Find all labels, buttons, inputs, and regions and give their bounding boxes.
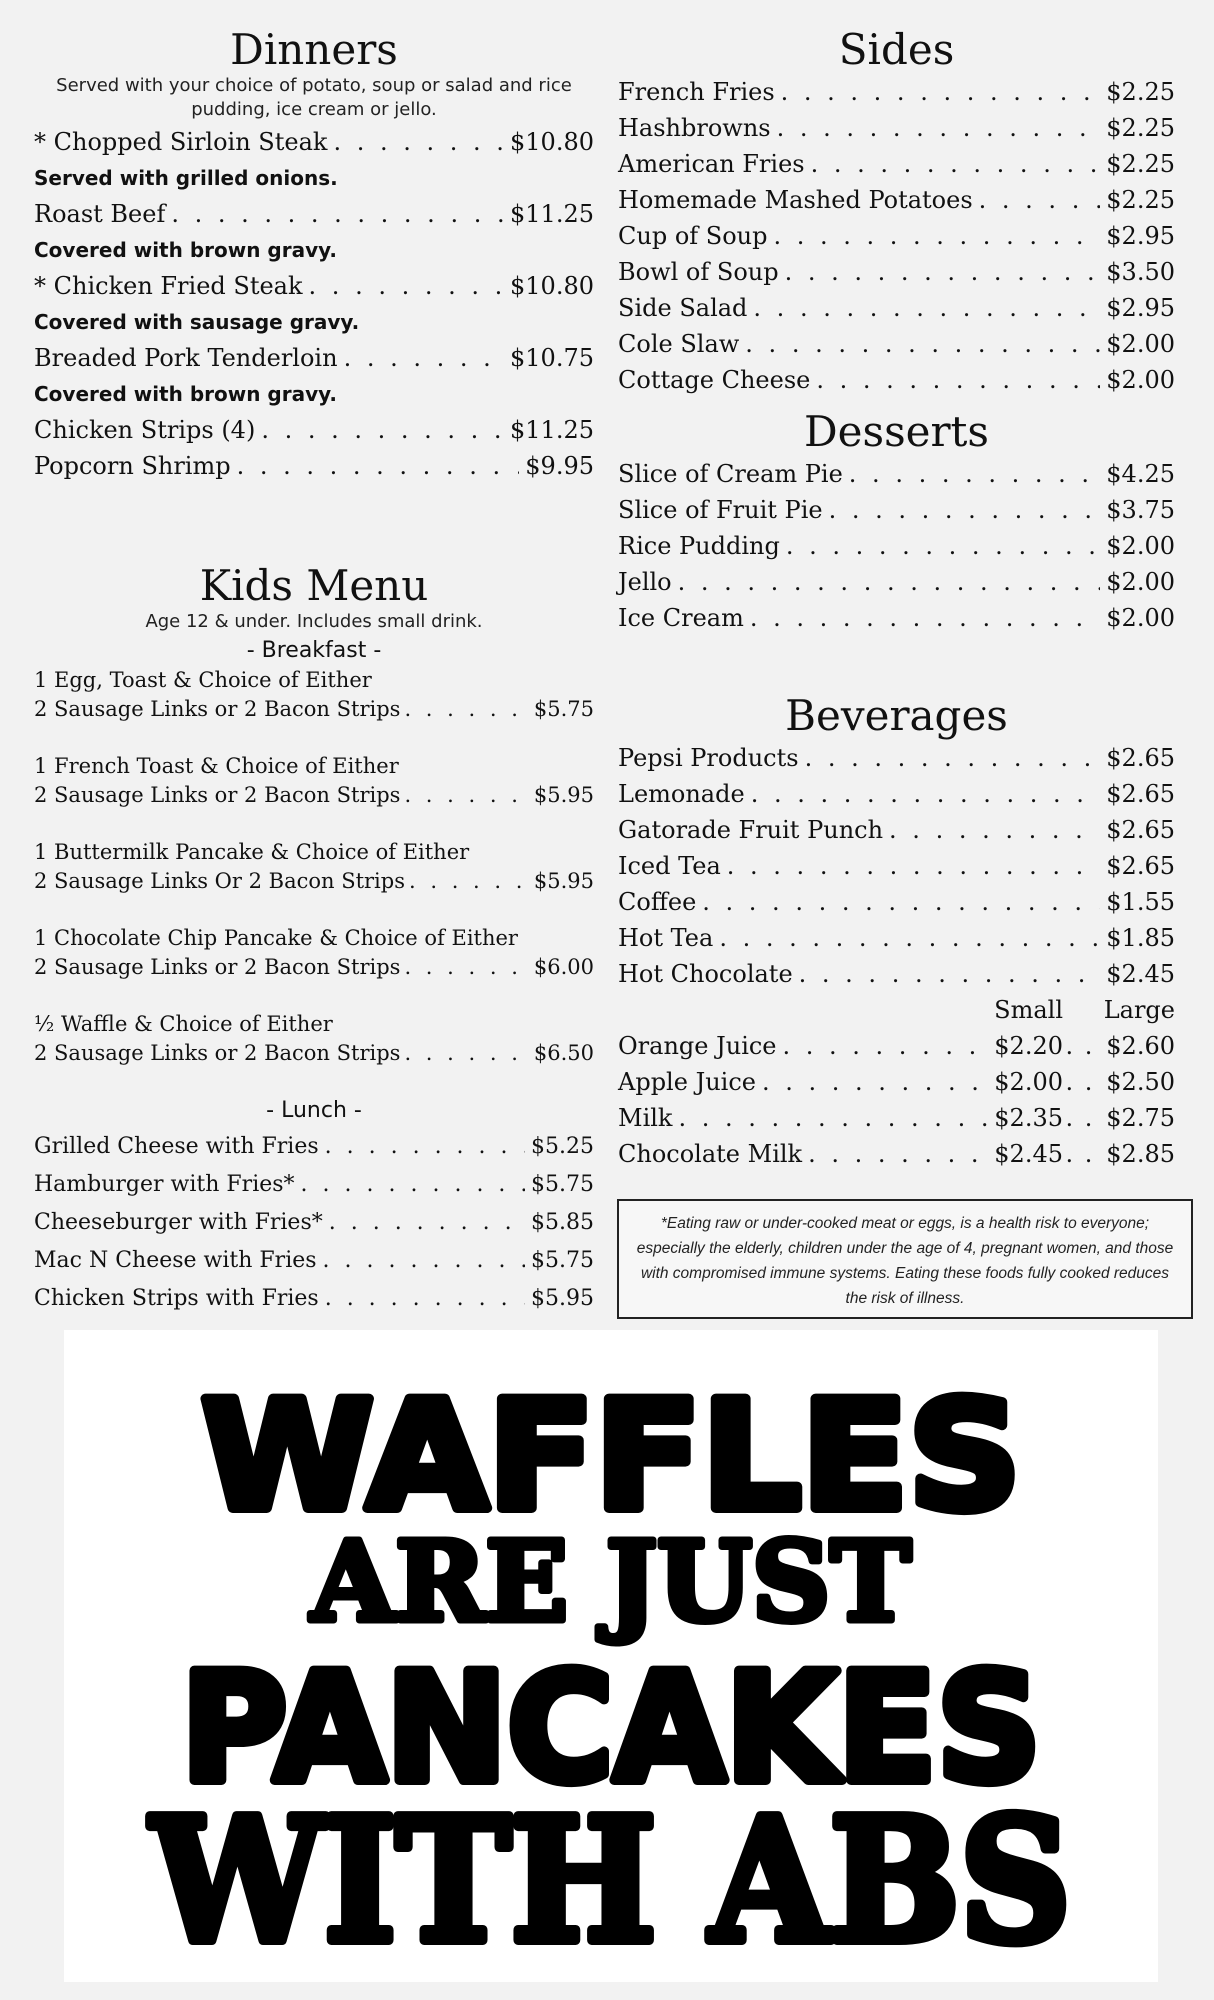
dot-leader [678,1100,988,1136]
kids-menu-note: Age 12 & under. Includes small drink. [145,611,483,632]
small-price: $2.00 [994,1068,1063,1096]
breakfast-item-line2: 2 Sausage Links or 2 Bacon Strips [34,1041,401,1065]
item-name: Iced Tea [618,852,721,880]
breakfast-item-line2-row [34,1039,594,1068]
size-small-label: Small [994,996,1063,1024]
dot-leader [786,528,1100,564]
item-price: $5.85 [531,1210,594,1235]
menu-item [618,528,1175,564]
size-large-label: Large [1103,996,1175,1024]
item-name: Hot Tea [618,924,714,952]
dinners-list [34,124,594,484]
waffles-banner [64,1330,1158,1982]
dot-leader [171,196,504,232]
item-name: * Chicken Fried Steak [34,272,303,300]
item-description: Covered with brown gravy. [34,238,337,262]
menu-item [618,740,1175,776]
breakfast-item-line2: 2 Sausage Links or 2 Bacon Strips [34,783,401,807]
item-name: Milk [618,1104,673,1132]
item-name: Roast Beef [34,200,166,228]
item-price: $2.65 [1106,816,1175,844]
dot-leader [404,953,529,982]
dot-leader-short: . . [1065,1068,1095,1096]
item-price: $2.00 [1106,366,1175,394]
dot-leader [678,564,1101,600]
large-price: $2.85 [1106,1140,1175,1168]
small-price: $2.35 [994,1104,1063,1132]
menu-item [34,1128,594,1166]
dot-leader [329,1204,525,1242]
menu-item [618,182,1175,218]
banner-line-2: ARE JUST [310,1517,911,1646]
item-name: Jello [618,568,672,596]
item-price: $3.75 [1106,496,1175,524]
menu-item [34,1242,594,1280]
dot-leader [309,268,504,304]
item-name: Cole Slaw [618,330,740,358]
item-name: American Fries [618,150,805,178]
breakfast-item-line1: ½ Waffle & Choice of Either [34,1012,333,1036]
menu-item [34,268,594,304]
menu-item [618,254,1175,290]
right-column [618,0,1175,1172]
menu-item [34,1166,594,1204]
item-name: Hashbrowns [618,114,771,142]
large-price: $2.60 [1106,1032,1175,1060]
item-price: $2.25 [1106,78,1175,106]
item-price: $5.95 [533,783,594,807]
menu-item [34,448,594,484]
sized-beverage-item [618,1064,1175,1100]
kids-lunch-list [34,1128,594,1318]
item-price: $6.50 [533,1041,594,1065]
item-name: Hot Chocolate [618,960,793,988]
item-description: Covered with sausage gravy. [34,310,360,334]
dinners-note: Served with your choice of potato, soup or salad and rice pudding, ice cream or jello. [56,75,572,120]
menu-item [34,124,594,160]
item-price: $6.00 [533,955,594,979]
item-price: $1.85 [1106,924,1175,952]
item-description: Served with grilled onions. [34,166,338,190]
menu-item [618,920,1175,956]
dot-leader [849,456,1100,492]
banner-line-4: WITH ABS [149,1781,1071,1981]
dot-leader [301,1166,525,1204]
dot-leader [785,254,1101,290]
sides-heading: Sides [838,25,955,74]
item-price: $5.95 [533,869,594,893]
health-disclaimer: *Eating raw or under-cooked meat or eggs, is a health risk to everyone; especially the elderly, children under the age of 4, pregnant women, and those with compromised immune systems. Eating these foods fully cooked reduces the risk of illness. [617,1199,1193,1319]
dot-leader [753,290,1100,326]
breakfast-label: - Breakfast - [246,638,382,663]
item-price: $2.00 [1106,604,1175,632]
item-price: $2.00 [1106,568,1175,596]
menu-item [618,326,1175,362]
left-column [34,0,594,1318]
breakfast-item-line1: 1 Egg, Toast & Choice of Either [34,668,372,692]
dot-leader [333,124,504,160]
menu-item [618,812,1175,848]
menu-item [618,146,1175,182]
item-name: Chicken Strips with Fries [34,1286,319,1311]
banner-line-1: WAFFLES [201,1370,1021,1544]
dot-leader [719,920,1100,956]
small-price: $2.20 [994,1032,1063,1060]
menu-item [618,218,1175,254]
menu-item [618,776,1175,812]
item-name: Orange Juice [618,1032,777,1060]
dot-leader [979,182,1101,218]
dot-leader [404,1039,529,1068]
item-price: $4.25 [1106,460,1175,488]
dot-leader [751,776,1101,812]
menu-item [618,600,1175,636]
dinners-heading: Dinners [230,25,398,74]
item-name: Popcorn Shrimp [34,452,231,480]
small-price: $2.45 [994,1140,1063,1168]
menu-item [618,564,1175,600]
dot-leader [261,412,504,448]
menu-item [618,290,1175,326]
menu-item [34,340,594,376]
large-price: $2.75 [1106,1104,1175,1132]
item-name: Chicken Strips (4) [34,416,256,444]
menu-item [618,956,1175,992]
menu-item [618,884,1175,920]
item-price: $5.75 [531,1248,594,1273]
dot-leader [889,812,1100,848]
dot-leader [799,956,1101,992]
item-price: $1.55 [1106,888,1175,916]
menu-item [618,848,1175,884]
item-name: Apple Juice [618,1068,756,1096]
item-name: Cheeseburger with Fries* [34,1210,323,1235]
item-price: $3.50 [1106,258,1175,286]
breakfast-item-line2-row [34,867,594,896]
item-price: $2.65 [1106,780,1175,808]
item-price: $2.65 [1106,744,1175,772]
item-description: Covered with brown gravy. [34,382,337,406]
item-price: $2.65 [1106,852,1175,880]
item-name: Pepsi Products [618,744,799,772]
item-price: $2.25 [1106,114,1175,142]
item-name: * Chopped Sirloin Steak [34,128,328,156]
breakfast-item [34,752,594,810]
desserts-heading: Desserts [803,407,989,456]
dot-leader [404,695,529,724]
menu-item [34,412,594,448]
desserts-list [618,456,1175,636]
item-price: $11.25 [510,416,594,444]
breakfast-item-line2: 2 Sausage Links or 2 Bacon Strips [34,697,401,721]
item-price: $11.25 [510,200,594,228]
item-price: $5.75 [533,697,594,721]
item-price: $2.25 [1106,186,1175,214]
breakfast-item [34,924,594,982]
dot-leader [783,1028,989,1064]
menu-item [34,1280,594,1318]
kids-breakfast-list [34,666,594,1068]
item-name: Lemonade [618,780,745,808]
item-name: Mac N Cheese with Fries [34,1248,317,1273]
item-price: $5.25 [531,1134,594,1159]
breakfast-item-line2-row [34,953,594,982]
item-name: Slice of Cream Pie [618,460,843,488]
item-name: Side Salad [618,294,748,322]
dot-leader [727,848,1101,884]
item-name: Slice of Fruit Pie [618,496,823,524]
breakfast-item [34,666,594,724]
dot-leader [811,146,1101,182]
item-price: $2.25 [1106,150,1175,178]
dot-leader [745,326,1100,362]
dot-leader [762,1064,988,1100]
dot-leader [750,600,1100,636]
item-name: Grilled Cheese with Fries [34,1134,319,1159]
dot-leader [781,74,1101,110]
breakfast-item-line2-row [34,695,594,724]
dot-leader [829,492,1101,528]
item-name: Hamburger with Fries* [34,1172,295,1197]
dot-leader [409,867,530,896]
sized-beverage-item [618,1136,1175,1172]
menu-item [34,196,594,232]
dot-leader [344,340,504,376]
dot-leader [323,1242,525,1280]
dot-leader [816,362,1100,398]
breakfast-item-line2: 2 Sausage Links or 2 Bacon Strips [34,955,401,979]
dot-leader-short: . . [1065,1032,1095,1060]
item-name: Ice Cream [618,604,744,632]
dot-leader [325,1128,525,1166]
breakfast-item [34,1010,594,1068]
item-name: French Fries [618,78,775,106]
item-name: Rice Pudding [618,532,780,560]
item-name: Breaded Pork Tenderloin [34,344,338,372]
breakfast-item-line2-row [34,781,594,810]
item-price: $10.80 [510,128,594,156]
breakfast-item-line1: 1 French Toast & Choice of Either [34,754,399,778]
sized-beverage-item [618,1028,1175,1064]
breakfast-item-line1: 1 Buttermilk Pancake & Choice of Either [34,840,470,864]
menu-item [34,1204,594,1242]
menu-item [618,492,1175,528]
breakfast-item-line2: 2 Sausage Links Or 2 Bacon Strips [34,869,405,893]
dot-leader-short: . . [1065,1140,1095,1168]
item-name: Homemade Mashed Potatoes [618,186,973,214]
sized-beverages-list [618,1028,1175,1172]
kids-menu-heading: Kids Menu [199,561,429,610]
sides-list [618,74,1175,398]
lunch-label: - Lunch - [266,1098,362,1123]
dot-leader [237,448,520,484]
dot-leader-short: . . [1065,1104,1095,1132]
beverages-heading: Beverages [785,691,1008,740]
dot-leader [777,110,1101,146]
dot-leader [805,740,1101,776]
menu-item [618,362,1175,398]
dot-leader [325,1280,525,1318]
item-price: $9.95 [525,452,594,480]
item-name: Coffee [618,888,697,916]
menu-item [618,456,1175,492]
dot-leader [773,218,1100,254]
banner-art [64,1330,1158,1982]
item-price: $5.95 [531,1286,594,1311]
menu-item [618,110,1175,146]
item-price: $10.80 [510,272,594,300]
large-price: $2.50 [1106,1068,1175,1096]
dot-leader [808,1136,988,1172]
banner-line-3: PANCAKES [181,1642,1041,1816]
item-price: $2.95 [1106,222,1175,250]
menu-item [618,74,1175,110]
item-name: Chocolate Milk [618,1140,803,1168]
breakfast-item [34,838,594,896]
item-price: $2.95 [1106,294,1175,322]
item-price: $5.75 [531,1172,594,1197]
item-name: Bowl of Soup [618,258,779,286]
size-header [618,992,1175,1028]
sized-beverage-item [618,1100,1175,1136]
item-price: $10.75 [510,344,594,372]
item-price: $2.00 [1106,532,1175,560]
item-price: $2.00 [1106,330,1175,358]
breakfast-item-line1: 1 Chocolate Chip Pancake & Choice of Either [34,926,518,950]
item-name: Cup of Soup [618,222,768,250]
item-name: Gatorade Fruit Punch [618,816,884,844]
dot-leader [702,884,1100,920]
item-price: $2.45 [1106,960,1175,988]
beverages-list [618,740,1175,992]
item-name: Cottage Cheese [618,366,811,394]
dot-leader [404,781,529,810]
